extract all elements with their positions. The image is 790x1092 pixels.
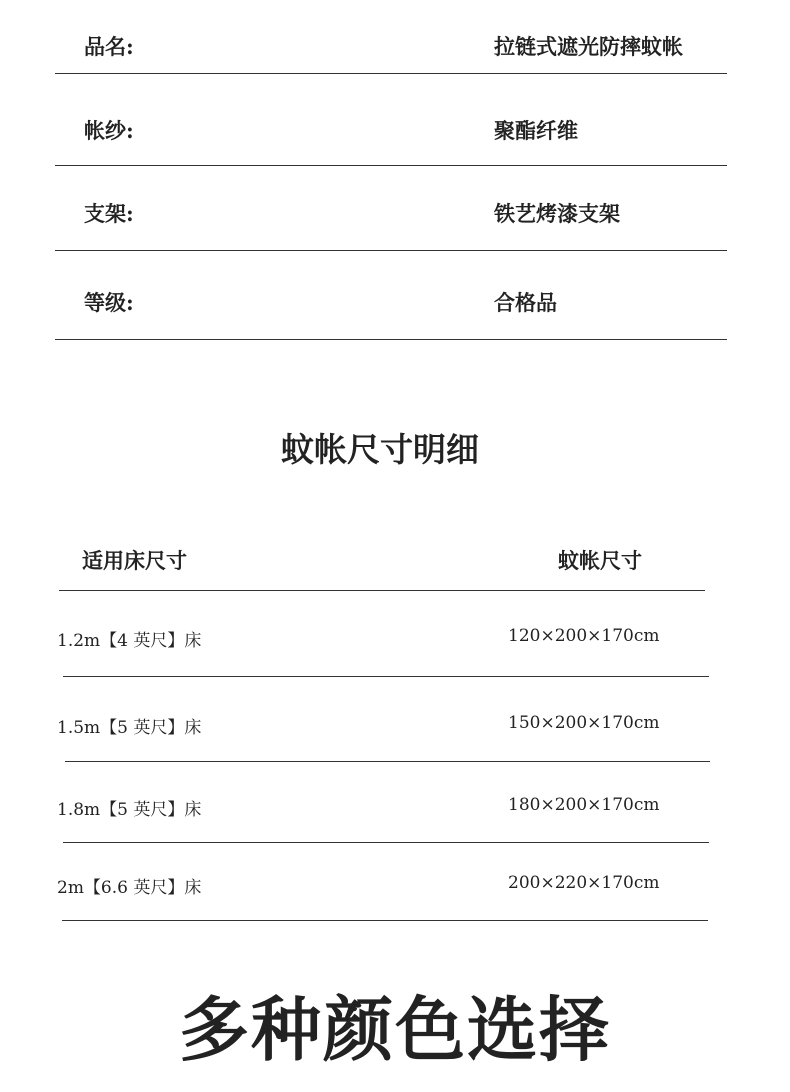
spec-label: 支架: bbox=[84, 201, 134, 226]
net-size: 120×200×170cm bbox=[508, 626, 660, 646]
divider bbox=[65, 761, 710, 762]
divider bbox=[55, 339, 727, 340]
net-size: 180×200×170cm bbox=[508, 795, 660, 815]
spec-label: 品名: bbox=[84, 34, 134, 59]
section-title: 蚊帐尺寸明细 bbox=[281, 430, 479, 469]
divider bbox=[62, 920, 708, 921]
net-size: 150×200×170cm bbox=[508, 713, 660, 733]
bed-size: 1.2m【4 英尺】床 bbox=[57, 631, 202, 651]
net-size: 200×220×170cm bbox=[508, 873, 660, 893]
bed-size: 1.5m【5 英尺】床 bbox=[57, 718, 202, 738]
spec-value: 聚酯纤维 bbox=[494, 118, 578, 143]
divider bbox=[55, 73, 727, 74]
divider bbox=[63, 676, 709, 677]
bed-size: 2m【6.6 英尺】床 bbox=[57, 878, 202, 898]
spec-value: 合格品 bbox=[494, 290, 557, 315]
bed-size: 1.8m【5 英尺】床 bbox=[57, 800, 202, 820]
spec-value: 铁艺烤漆支架 bbox=[494, 201, 620, 226]
table-header-net: 蚊帐尺寸 bbox=[558, 548, 642, 573]
divider bbox=[55, 165, 727, 166]
divider bbox=[55, 250, 727, 251]
spec-value: 拉链式遮光防摔蚊帐 bbox=[494, 34, 683, 59]
divider bbox=[59, 590, 705, 591]
color-section-title: 多种颜色选择 bbox=[179, 988, 611, 1071]
table-header-bed: 适用床尺寸 bbox=[82, 548, 187, 573]
spec-label: 帐纱: bbox=[84, 118, 134, 143]
spec-label: 等级: bbox=[84, 290, 134, 315]
divider bbox=[63, 842, 709, 843]
